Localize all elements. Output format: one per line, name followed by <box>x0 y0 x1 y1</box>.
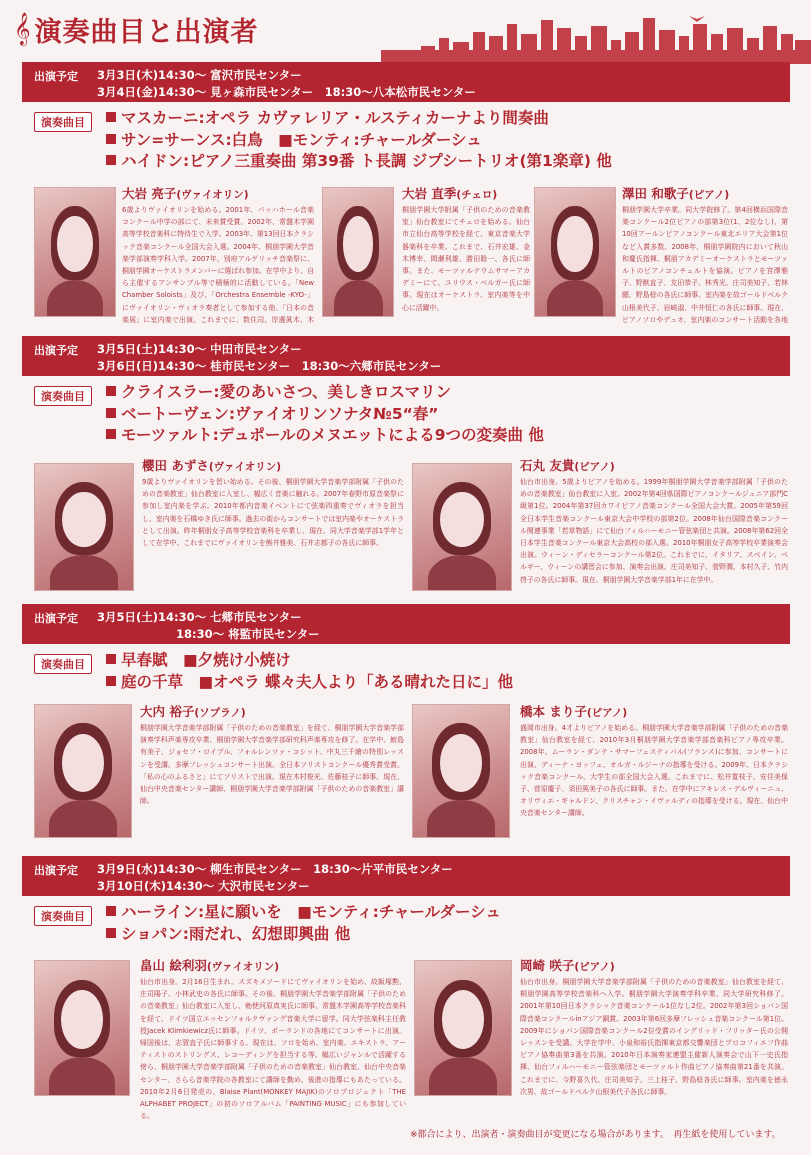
program-item: クライスラー:愛のあいさつ、美しきロスマリン <box>106 382 544 404</box>
performer-photo <box>34 704 132 838</box>
program-label: 演奏曲目 <box>34 654 92 674</box>
performer-name: 石丸 友貴(ピアノ) <box>520 458 615 473</box>
header <box>14 8 259 50</box>
program-list <box>106 902 501 945</box>
performer-photo <box>412 704 510 838</box>
treble-clef-icon: 𝄞 <box>14 12 31 45</box>
concert-section-4 <box>22 856 790 1124</box>
program-label: 演奏曲目 <box>34 906 92 926</box>
schedule-label: 出演予定 <box>34 70 78 83</box>
page-title: 演奏曲目と出演者 <box>34 16 259 48</box>
program-item: ハイドン:ピアノ三重奏曲 第39番 ト長調 ジプシートリオ(第1楽章) 他 <box>106 151 612 173</box>
performer-name: 大岩 直季(チェロ) <box>402 186 498 201</box>
concert-section-1 <box>22 62 790 330</box>
city-skyline-illustration <box>381 6 811 64</box>
program-item: マスカーニ:オペラ カヴァレリア・ルスティカーナより間奏曲 <box>106 108 612 130</box>
performer-name: 畠山 絵利羽(ヴァイオリン) <box>140 958 280 973</box>
performer-bio: 6歳よりヴァイオリンを始める。2001年、パッハホール音楽コンクール中学の部にて、未来賞受賞。2002年、常盤木学園高等学校音楽科に特待生で入学。2003年、第13回日本クラシック音楽コンクール全国大会入選。2004年、桐朋学園大学音楽学部演奏学科入学。2007年、別府アルゲリッチ音楽祭に、桐朋学園オーケストラメンバーに選ばれ参加。在学中より、自ら主催するアンサンブル等で積極的に活動している。「New Chamber Soloists」及び、「Orchestra Ensemble -KYO-」にヴァイオリン・ヴィオラ奏者として参加する他、「日本の音楽展」に室内楽で出演。これまでに、数住司、岸邊眞木、木 <box>122 206 314 324</box>
program-item: ショパン:雨だれ、幻想即興曲 他 <box>106 924 501 946</box>
program-list <box>106 108 612 173</box>
performer-bio: 桐朋学園大学卒業。同大学院修了。第4回横浜国際音楽コンクール2位ピアノの部第3位(1、2位なし)、第10回アールンピアノコンクール東北エリア大会第1位など入賞多数。2008年、桐朋学園院内において秋山和慶氏指揮、桐朋アカデミーオーケストラとモーツァルトのピアノコンチェルトを協演。ピアノを宮澤雅子、野獣直子、友田恭子、林秀光、庄司美知子、若林顯、野島稔の各氏に師事。室内楽を故ゴールドベルク山根美代子、岩崎淑、中井恒仁の各氏に師事。現在、ピアノソロやデュオ、室内楽のコンサート活動を各地 <box>622 206 788 324</box>
performer-name: 櫻田 あずさ(ヴァイオリン) <box>142 458 282 473</box>
program-list <box>106 382 544 447</box>
performer-photo <box>34 960 130 1096</box>
performer-bio: 仙台市出身。5歳よりピアノを始める。1999年桐朋学園大学音楽学部附属「子供のための音楽教室」仙台教室に入室。2002年第4回県国際ピアノコンクールジュニア部門C級第1位。2004年第37回カワイピアノ音楽コンクール全国大会大賞。2005年第59回全日本学生音楽コンクール東京大会中学校の部第2位。2008年仙台国際音楽コンクール関連事業「若草物語」にて仙台フィルハーモニー管弦楽団と共演。2008年第62回全日本学生音楽コンクール東京大会高校の部入選。2010年桐朋女子高等学校卒業演奏会出演。ウィーン・ディセラーコンクール第2位。これまでに、イタリア、スペイン、ベルギー、ウィーンの講習会に参加、演奏会出演。庄司美知子、菅野潤、本村久子、竹内啓子の各氏に師事。現在、桐朋学園大学音楽学部1年に在学中。 <box>520 478 788 584</box>
schedule-line: 3月10日(木)14:30～ 大沢市民センター <box>97 879 310 893</box>
schedule-band <box>22 604 790 644</box>
footer-note: ※都合により、出演者・演奏曲目が変更になる場合があります。 再生紙を使用しています。 <box>410 1130 781 1140</box>
performer-bio: 仙台市出身。2月16日生まれ。スズキメソードにてヴァイオリンを始め、故飯塚勲、庄司陽子、小林武史の各氏に師事。その後、桐朋学園大学音楽学部附属「子供のための音楽教室」仙台教室に入室し、勅使河原真実氏に師事。常盤木学園高等学校音楽科を経て、ドイツ国立エッセンフォルクヴァング音楽大学に留学。同大学弦楽科主任教授Jacek Klimkiewicz氏に師事。ドイツ、ポーランドの各地にてコンサートに出演。帰国後は、志賀直子氏に師事する。現在は、ソロを始め、室内楽、エキストラ、アーティストのストリングス、レコーディングを担当する等、幅広いジャンルで活躍する傍ら、桐朋学園大学音楽学部附属「子供のための音楽教室」仙台教室、仙台中央音楽センター、さらら音楽学院の各教室にて講師を勤め、後進の指導にもあたっている。2010年2月6日発売の、Blaise Plant(MONKEY MAJIK)のソロプロジェクト「THE ALPHABET PROJECT」の初のソロアルバム「PAINTING MUSIC」にも参加している。 <box>140 978 406 1121</box>
performer-bio: 仙台市出身。桐朋学園大学音楽学部附属「子供のための音楽教室」仙台教室を経て、桐朋学園高等学校音楽科へ入学。桐朋学園大学演奏学科卒業、同大学研究科修了。2001年第10回日本クラシック音楽コンクール1位なし2位。2002年第3回ショパン国際音楽コンクールinアジア銅賞。2003年第6回多摩フレッシュ音楽コンクール第1位。2009年にショパン国際音楽コンクール2位受賞のイングリッド・フリッター氏の公開レッスンを受講。大学在学中、小泉和裕氏指揮東京都交響楽団とプロコフィエフ作曲ピアノ協奏曲第3番を共演。2010年日本演奏家連盟主催新人演奏会で山下一史氏指揮、仙台フィルハーモニー管弦楽団とモーツァルト作曲ピアノ協奏曲第21番を共演。これまでに、今野喜久代、庄司美知子、三上桂子、野島稔各氏に師事。室内楽を徳永次男、故ゴールドベルク山根美代子各氏に師事。 <box>520 978 788 1096</box>
performer-photo <box>322 187 394 317</box>
schedule-label: 出演予定 <box>34 864 78 877</box>
schedule-line: 3月9日(水)14:30～ 柳生市民センター 18:30～片平市民センター <box>97 862 453 876</box>
schedule-line: 3月3日(木)14:30～ 富沢市民センター <box>97 68 302 82</box>
performer-name: 澤田 和歌子(ピアノ) <box>622 186 730 201</box>
performer-photo <box>34 463 134 591</box>
performer-photo <box>34 187 116 317</box>
program-item: ハーライン:星に願いを ■モンティ:チャールダーシュ <box>106 902 501 924</box>
schedule-line: 3月4日(金)14:30～ 見ヶ森市民センター 18:30～八本松市民センター <box>97 85 476 99</box>
schedule-line: 3月5日(土)14:30～ 七郷市民センター <box>97 610 302 624</box>
performer-photo <box>534 187 616 317</box>
performer-photo <box>412 463 512 591</box>
concert-section-3 <box>22 604 790 844</box>
performer-photo <box>414 960 512 1096</box>
performer-name: 大内 裕子(ソプラノ) <box>140 704 246 719</box>
performer-name: 橋本 まり子(ピアノ) <box>520 704 628 719</box>
program-item: ベートーヴェン:ヴァイオリンソナタ№5“春” <box>106 404 544 426</box>
program-list <box>106 650 513 693</box>
performer-bio: 9歳よりヴァイオリンを習い始める。その後、桐朋学園大学音楽学部附属「子供のための音楽教室」仙台教室に入室し、幅広く音楽に触れる。2007年春野市原音楽祭に参加し室内楽を学ぶ。2010年都内音楽イベントにて弦楽四重奏でヴィオラを担当し、室内楽を石橋ゆき氏に師事。過去の街からコンサートでは室内楽やオーケストラとして出演。昨年桐朋女子高等学校音楽科を卒業し、現在、同大学音楽学部1学年として在学中。これまでにヴァイオリンを熊井雅美、石井志都子の各氏に師事。 <box>142 478 404 548</box>
concert-section-2 <box>22 336 790 598</box>
performer-name: 岡崎 咲子(ピアノ) <box>520 958 615 973</box>
program-item: 早春賦 ■夕焼け小焼け <box>106 650 513 672</box>
program-item: モーツァルト:デュポールのメヌエットによる9つの変奏曲 他 <box>106 425 544 447</box>
program-item: 庭の千草 ■オペラ 蝶々夫人より「ある晴れた日に」他 <box>106 672 513 694</box>
program-label: 演奏曲目 <box>34 112 92 132</box>
schedule-label: 出演予定 <box>34 612 78 625</box>
program-item: サン=サーンス:白鳥 ■モンティ:チャールダーシュ <box>106 130 612 152</box>
performer-bio: 桐朋学園大学附属「子供のための音楽教室」仙台教室にてチェロを始める。仙台市立仙台高等学校を経て、東京音楽大学器楽科を卒業。これまで、石井宏雄、金木博幸、間瀬利雄、勝田聡一、各氏に師事。また、モーツァルテウムサマーアカデミーにて、ユリウス・ベルガー氏に師事。現在はオーケストラ、室内楽等を中心に活躍中。 <box>402 206 530 312</box>
schedule-band <box>22 856 790 896</box>
schedule-line: 18:30～ 将監市民センター <box>176 627 320 641</box>
performer-bio: 桐朋学園大学音楽学部附属「子供のための音楽教室」を経て、桐朋学園大学音楽学部演奏学科声楽専攻卒業、桐朋学園大学音楽学部研究科声楽専攻を修了。在学中、鮫島有美子、ジョセフ・ロイブル、フォルレンツァ・コシット、中丸三千繪の特別レッスンを受講。多摩フレッシュコンサート出演。全日本ソリストコンクール優秀賞受賞。「私の心のふるさと」にてソリストで出演。現在木村俊光、佐藤桂子に師事。現在、仙台中央音楽センター講師、桐朋学園大学音楽学部附属「子供のための音楽教室」講師。 <box>140 724 404 806</box>
performer-bio: 盛岡市出身。4才よりピアノを始める。桐朋学園大学音楽学部附属「子供のための音楽教室」仙台教室を経て、2010年3月桐朋学園大学音楽学部音楽科ピアノ専攻卒業。2008年、ムーラン・ダンテ・サマーフェスティバル(フランス)に参加、コンサートに出演、ディーナ・ヨッフェ、オルガ・ルジーナの指導を受ける。2009年、日本クラシック音楽コンクール、大学生の部全国大会入選。これまでに、松井寛枝子、安住美保子、菅原慶子、須田篤美子の各氏に師事。また、在学中にアキレス・デルヴィーニュ、オリヴィエ・ギャルドン、クリスチャン・イヴァルディの指導を受ける。現在、仙台中央音楽センター講師。 <box>520 724 788 818</box>
schedule-label: 出演予定 <box>34 344 78 357</box>
schedule-band <box>22 62 790 102</box>
program-label: 演奏曲目 <box>34 386 92 406</box>
schedule-band <box>22 336 790 376</box>
performer-name: 大岩 亮子(ヴァイオリン) <box>122 186 249 201</box>
schedule-line: 3月5日(土)14:30～ 中田市民センター <box>97 342 302 356</box>
schedule-line: 3月6日(日)14:30～ 桂市民センター 18:30～六郷市民センター <box>97 359 442 373</box>
